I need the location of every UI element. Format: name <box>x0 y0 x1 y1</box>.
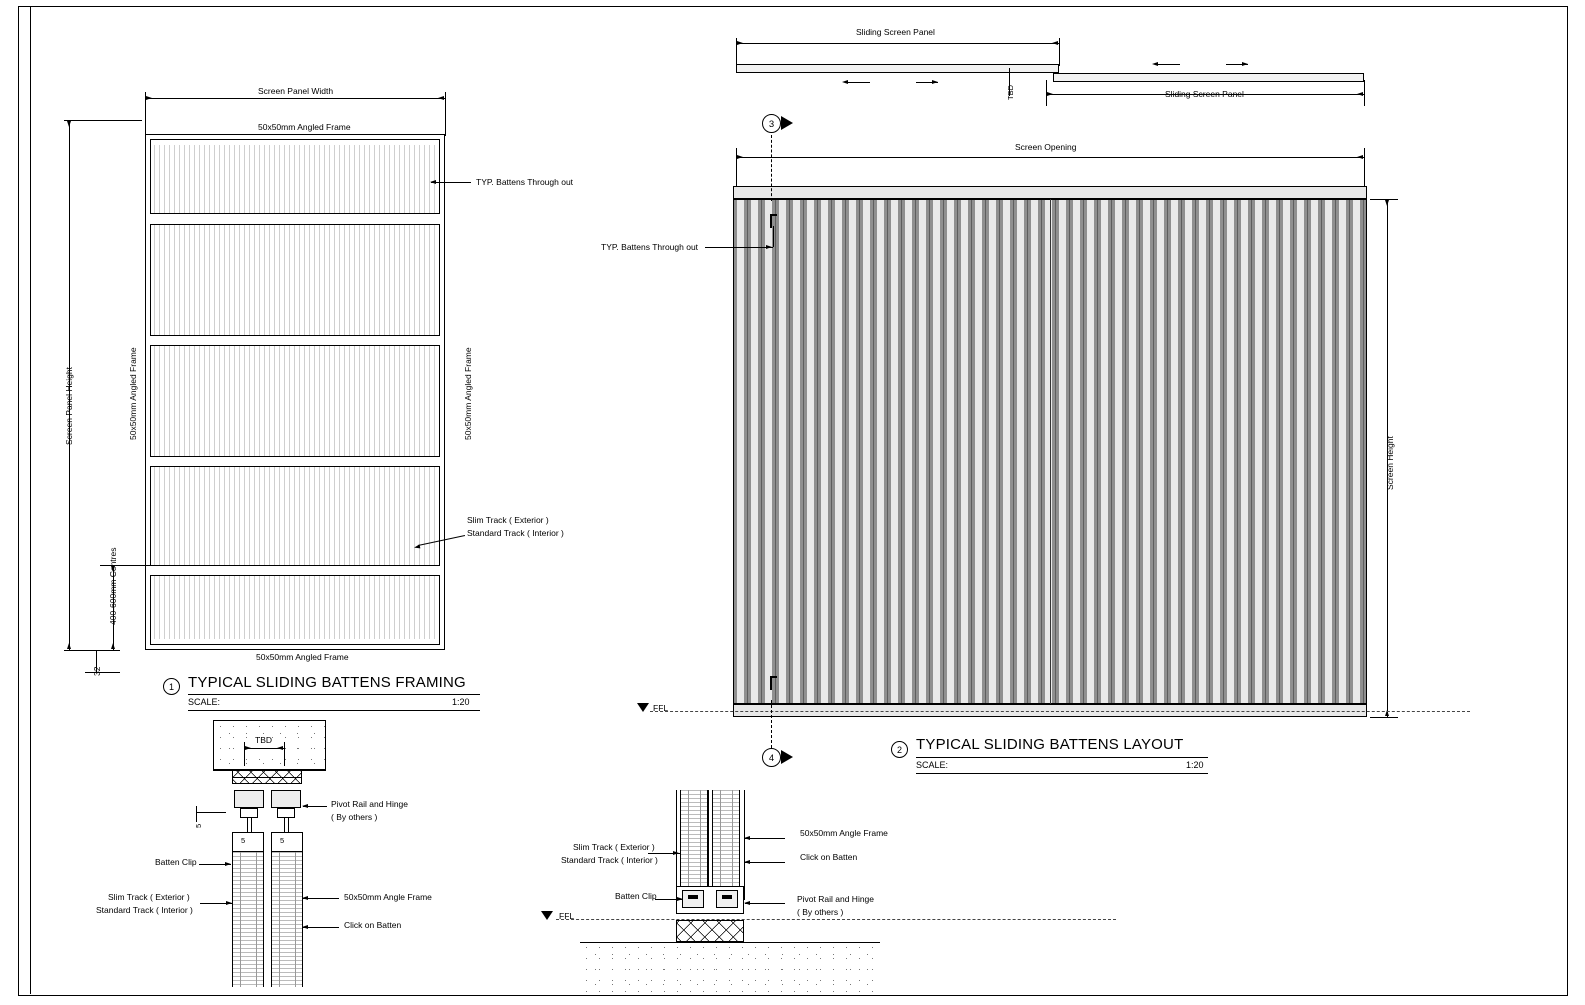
hanger-left-2 <box>251 818 252 832</box>
ffl-symbol <box>637 703 649 712</box>
detail-1-scale-label: SCALE: <box>188 697 221 707</box>
horizontal-rail <box>150 565 440 576</box>
dim-ext <box>64 120 142 121</box>
dim-arrow <box>737 155 743 159</box>
clip-mark <box>770 676 772 690</box>
pivot-rail-callout-line1: Pivot Rail and Hinge <box>797 894 875 904</box>
dim-tick <box>445 92 446 136</box>
ffl-label: FFL <box>653 703 669 713</box>
slab-top-line <box>580 942 880 943</box>
horizontal-rail <box>150 456 440 467</box>
batten-stack-left <box>232 852 264 987</box>
dim-arrow <box>111 643 115 649</box>
batten-line <box>688 790 689 886</box>
batten-stack-right <box>712 790 740 886</box>
ffl-symbol <box>541 911 553 920</box>
detail-2-title: TYPICAL SLIDING BATTENS LAYOUT <box>916 736 1184 753</box>
detail-2-number: 2 <box>891 741 908 758</box>
motion-line <box>848 82 870 83</box>
roller-left <box>240 808 258 818</box>
dim-tick <box>284 742 285 766</box>
leader-arrow <box>744 860 750 864</box>
roller-right <box>277 808 295 818</box>
batten-line <box>700 790 701 886</box>
angle-frame-leader <box>303 898 339 899</box>
dim-screen-opening-line <box>736 157 1364 158</box>
detail-1-title: TYPICAL SLIDING BATTENS FRAMING <box>188 674 466 691</box>
track-callout-line1: Slim Track ( Exterior ) <box>573 842 655 852</box>
pivot-rail-callout-line2: ( By others ) <box>797 907 844 917</box>
section-line-3 <box>771 135 772 201</box>
angle-frame-head-right <box>271 832 303 852</box>
dim-tick <box>1364 148 1365 190</box>
leader-arrow <box>226 901 232 905</box>
hanger-right <box>284 818 285 832</box>
left-frame-label: 50x50mm Angled Frame <box>128 347 138 440</box>
batten-line <box>240 852 241 987</box>
dim-arrow <box>1052 41 1058 45</box>
batten-line <box>279 852 280 987</box>
dim-tick <box>1059 38 1060 66</box>
detail-2-scale-value: 1:20 <box>1186 760 1204 770</box>
dim-arrow <box>245 746 251 750</box>
leader-arrow <box>302 925 308 929</box>
clip-left <box>688 895 698 899</box>
head-track <box>733 186 1367 199</box>
dim-arrow <box>1357 92 1363 96</box>
detail-2-scale-label: SCALE: <box>916 760 949 770</box>
battens-leader-v <box>773 226 774 247</box>
dim-screen-panel-width-line <box>145 98 445 99</box>
leader-arrow <box>744 836 750 840</box>
pivot-rail-callout-line1: Pivot Rail and Hinge <box>331 799 409 809</box>
dim-ext <box>1370 717 1398 718</box>
panel-overlap-joint <box>1050 199 1051 704</box>
dim-5-right: 5 <box>280 836 285 845</box>
dim-arrow <box>1385 200 1389 206</box>
batten-stack-left <box>680 790 708 886</box>
frame-edge <box>676 790 677 900</box>
dim-arrow <box>1047 92 1053 96</box>
detail-1-scale-value: 1:20 <box>452 697 470 707</box>
section-marker-3: 3 <box>762 114 781 133</box>
clip-right <box>722 895 732 899</box>
track-callout-line2: Standard Track ( Interior ) <box>467 528 564 538</box>
dim-centres-label: 400-600mm Centres <box>108 547 118 625</box>
dim-arrow <box>438 96 444 100</box>
dim-5-left: 5 <box>241 836 246 845</box>
track-right <box>716 890 738 908</box>
batten-bay <box>154 576 436 639</box>
hanger-right-2 <box>288 818 289 832</box>
track-left <box>682 890 704 908</box>
detail-1-number: 1 <box>163 678 180 695</box>
ffl-line <box>556 919 1116 920</box>
plate-hatch <box>232 770 302 784</box>
horizontal-rail <box>150 335 440 346</box>
title-underline-2 <box>916 773 1208 774</box>
motion-line <box>1158 64 1180 65</box>
battens-leader <box>431 182 471 183</box>
batten-stack-right <box>271 852 303 987</box>
track-callout-line1: Slim Track ( Exterior ) <box>467 515 549 525</box>
ffl-line <box>650 711 1470 712</box>
leader-arrow <box>430 180 436 184</box>
leader-arrow <box>302 896 308 900</box>
dim-screen-opening-label: Screen Opening <box>1015 142 1077 152</box>
title-underline <box>916 757 1208 758</box>
leader-arrow <box>744 901 750 905</box>
batten-line <box>295 852 296 987</box>
sliding-panel-plan-top <box>736 64 1059 73</box>
top-frame-label: 50x50mm Angled Frame <box>258 122 351 132</box>
battens-callout-label: TYP. Battens Through out <box>601 242 699 252</box>
structure-above <box>213 720 326 770</box>
click-on-batten-callout: Click on Batten <box>344 920 402 930</box>
hanger-left <box>247 818 248 832</box>
batten-bay <box>154 467 436 565</box>
plinth-hatch <box>676 920 744 942</box>
pivot-rail-callout-line2: ( By others ) <box>331 812 378 822</box>
clip-mark <box>770 214 772 228</box>
click-on-batten-callout: Click on Batten <box>800 852 858 862</box>
track-carrier-left <box>234 790 264 808</box>
dim-screen-height-label: Screen Height <box>1385 436 1395 490</box>
section-marker-4-arrow <box>781 750 793 764</box>
dim-arrow <box>1357 155 1363 159</box>
battens-callout-label: TYP. Battens Through out <box>476 177 574 187</box>
leader-arrow <box>302 804 308 808</box>
sliding-panel-bottom-label: Sliding Screen Panel <box>1165 89 1244 99</box>
title-underline-2 <box>188 710 480 711</box>
leader-arrow <box>677 897 683 901</box>
angle-frame-callout: 50x50mm Angle Frame <box>344 892 432 902</box>
dim-sliding-panel-top-line <box>736 43 1059 44</box>
right-frame-label: 50x50mm Angled Frame <box>463 347 473 440</box>
batten-line <box>732 790 733 886</box>
leader-arrow <box>673 851 679 855</box>
frame-edge <box>744 790 745 900</box>
dim-tbd-label: TBD <box>255 735 272 745</box>
angle-frame-leader <box>745 838 785 839</box>
click-batten-leader <box>745 862 785 863</box>
dim-5-line <box>196 812 226 813</box>
pivot-leader <box>745 903 785 904</box>
dim-tbd-label: TBD <box>1006 85 1015 100</box>
frame-edge <box>712 790 713 900</box>
frame-edge <box>708 790 709 900</box>
dim-screen-panel-height-label: Screen Panel Height <box>64 367 74 445</box>
horizontal-rail <box>150 213 440 225</box>
batten-clip-callout: Batten Clip <box>155 857 197 867</box>
section-line-4 <box>771 700 772 748</box>
batten-bay <box>154 225 436 335</box>
sliding-panel-plan-bottom <box>1053 73 1364 82</box>
title-underline <box>188 694 480 695</box>
slab-below <box>580 942 880 994</box>
section-marker-4: 4 <box>762 748 781 767</box>
dim-tick <box>196 806 197 822</box>
dim-arrow <box>67 643 71 649</box>
batten-line <box>720 790 721 886</box>
batten-bay <box>154 346 436 456</box>
motion-arrow <box>932 80 938 84</box>
dim-arrow <box>737 41 743 45</box>
sliding-panel-top-label: Sliding Screen Panel <box>856 27 935 37</box>
leader-arrow <box>766 245 772 249</box>
dim-arrow <box>146 96 152 100</box>
sheet-border-margin <box>30 6 31 994</box>
click-batten-leader <box>303 927 339 928</box>
dim-arrow <box>277 746 283 750</box>
section-marker-3-arrow <box>781 116 793 130</box>
leader-arrow <box>225 862 231 866</box>
track-callout-line2: Standard Track ( Interior ) <box>96 905 193 915</box>
angle-frame-head-left <box>232 832 264 852</box>
bottom-frame-label: 50x50mm Angled Frame <box>256 652 349 662</box>
motion-arrow <box>1242 62 1248 66</box>
dim-5-label: 5 <box>194 823 203 828</box>
dim-arrow <box>67 121 71 127</box>
batten-line <box>256 852 257 987</box>
track-callout-line1: Slim Track ( Exterior ) <box>108 892 190 902</box>
dim-32-label: 32 <box>92 666 102 676</box>
dim-tick <box>1364 80 1365 106</box>
batten-bay <box>154 145 436 213</box>
battens-leader <box>705 247 773 248</box>
dim-ext <box>100 650 120 651</box>
dim-screen-panel-width-label: Screen Panel Width <box>258 86 334 96</box>
track-callout-line2: Standard Track ( Interior ) <box>561 855 658 865</box>
track-carrier-right <box>271 790 301 808</box>
ffl-label: FFL <box>559 911 575 921</box>
angle-frame-callout: 50x50mm Angle Frame <box>800 828 888 838</box>
dim-ext <box>85 672 120 673</box>
batten-clip-callout: Batten Clip <box>615 891 657 901</box>
